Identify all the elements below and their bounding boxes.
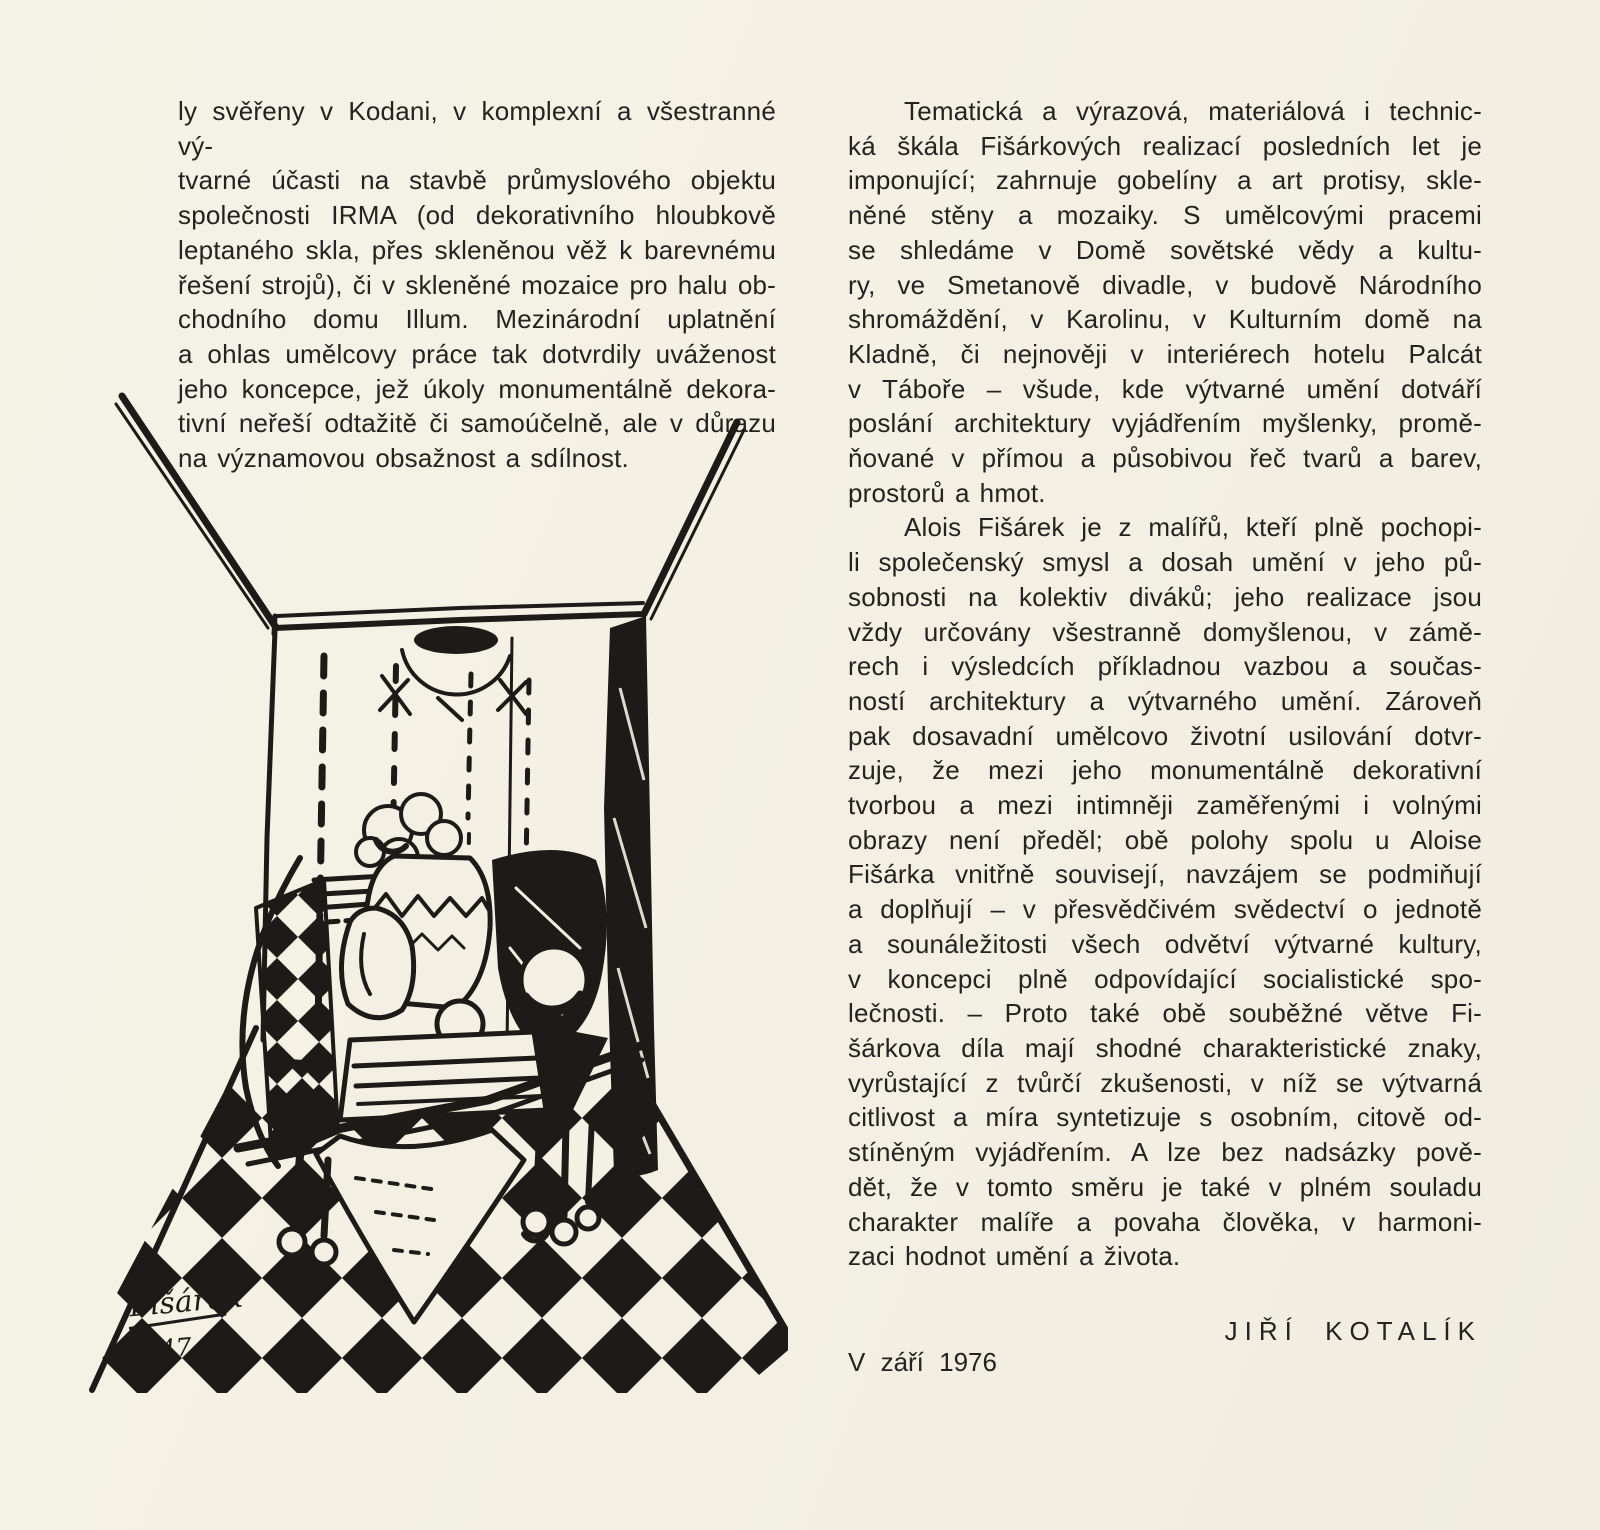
- text-line: společnosti IRMA (od dekorativního hloubkově: [178, 200, 776, 231]
- text-line: tvorbou a mezi intimněji zaměřenými i volnými: [848, 790, 1482, 821]
- text-line: řešení strojů), či v skleněné mozaice pro halu ob-: [178, 269, 776, 300]
- text-line: chodního domu Illum. Mezinárodní uplatnění: [178, 304, 776, 335]
- text-line: pak dosavadní umělcovo životní usilování dotvr-: [848, 720, 1482, 751]
- text-line: v koncepci plně odpovídající socialistické spo-: [848, 963, 1482, 994]
- text-line: a ohlas umělcovy práce tak dotvrdily uváženost: [178, 338, 776, 369]
- signature-name: Fišárek: [127, 1279, 245, 1325]
- text-line: shromáždění, v Karolinu, v Kulturním domě na: [848, 304, 1482, 335]
- text-line: zaci hodnot umění a života.: [848, 1241, 1181, 1272]
- text-line: tvarné účasti na stavbě průmyslového objektu: [178, 165, 776, 196]
- text-line: a doplňují – v přesvědčivém svědectví o jednotě: [848, 894, 1482, 925]
- text-line: vždy určovány všestranně domyšlenou, v zámě-: [848, 616, 1482, 647]
- text-line: Kladně, či nejnověji v interiérech hotelu Palcát: [848, 338, 1482, 369]
- text-line: ly svěřeny v Kodani, v komplexní a všestranné vý-: [178, 96, 776, 161]
- text-line: šárkova díla mají shodné charakteristické znaky,: [848, 1032, 1482, 1063]
- text-line: poslání architektury vyjádřením myšlenky, promě-: [848, 408, 1482, 439]
- paragraph-2: [848, 510, 1482, 1273]
- text-line: rech i výsledcích příkladnou vazbou a součas-: [848, 651, 1482, 682]
- text-line: a sounáležitosti všech odvětví výtvarné kultury,: [848, 928, 1482, 959]
- text-line: ry, ve Smetanově divadle, v budově Národního: [848, 269, 1482, 300]
- date-line: V září 1976: [848, 1347, 997, 1377]
- text-line: něné stěny a mozaiky. S umělcovými pracemi: [848, 200, 1482, 231]
- text-line: li společenský smysl a dosah umění v jeho pů-: [848, 547, 1482, 578]
- text-line: Alois Fišárek je z malířů, kteří plně pochopi-: [904, 512, 1482, 543]
- text-line: lečnosti. – Proto také obě souběžné větve Fi-: [848, 998, 1482, 1029]
- text-line: citlivost a míra syntetizuje s osobním, citově od-: [848, 1102, 1482, 1133]
- text-line: obrazy není předěl; obě polohy spolu u Aloise: [848, 824, 1482, 855]
- text-line: zuje, že mezi jeho monumentálně dekorativní: [848, 755, 1482, 786]
- text-line: imponující; zahrnuje gobelíny a art protisy, skle-: [848, 165, 1482, 196]
- text-line: se shledáme v Domě sovětské vědy a kultu-: [848, 234, 1482, 265]
- text-line: Fišárka vnitřně souvisejí, navzájem se podmiňují: [848, 859, 1482, 890]
- text-line: jeho koncepce, jež úkoly monumentálně dekora-: [178, 373, 776, 404]
- text-line: v Táboře – všude, kde výtvarné umění dotváří: [848, 373, 1482, 404]
- text-line: stíněným vyjádřením. A lze bez nadsázky pově-: [848, 1137, 1482, 1168]
- signature-year: '47: [151, 1332, 193, 1365]
- fisarek-still-life-drawing: [88, 388, 788, 1400]
- author-name: JIŘÍ KOTALÍK: [1224, 1316, 1482, 1346]
- text-line: sobnosti na kolektiv diváků; jeho realizace jsou: [848, 581, 1482, 612]
- text-line: na významovou obsažnost a sdílnost.: [178, 443, 629, 474]
- right-text-column: [848, 94, 1482, 1274]
- text-line: charakter malíře a povaha člověka, v harmoni-: [848, 1206, 1482, 1237]
- text-line: dět, že v tomto směru je také v plném souladu: [848, 1171, 1482, 1202]
- ink-drawing-figure: [88, 388, 788, 1400]
- text-line: tivní neřeší odtažitě či samoúčelně, ale v důrazu: [178, 408, 776, 439]
- text-line: leptaného skla, přes skleněnou věž k barevnému: [178, 234, 776, 265]
- text-line: ností architektury a výtvarného umění. Zároveň: [848, 685, 1482, 716]
- text-line: ňované v přímou a působivou řeč tvarů a barev,: [848, 443, 1482, 474]
- text-line: ká škála Fišárkových realizací posledních let je: [848, 130, 1482, 161]
- text-line: prostorů a hmot.: [848, 477, 1046, 508]
- paragraph-1: [848, 94, 1482, 510]
- text-line: vyrůstající z tvůrčí zkušenosti, v níž se výtvarná: [848, 1067, 1482, 1098]
- text-line: Tematická a výrazová, materiálová i technic-: [904, 96, 1482, 126]
